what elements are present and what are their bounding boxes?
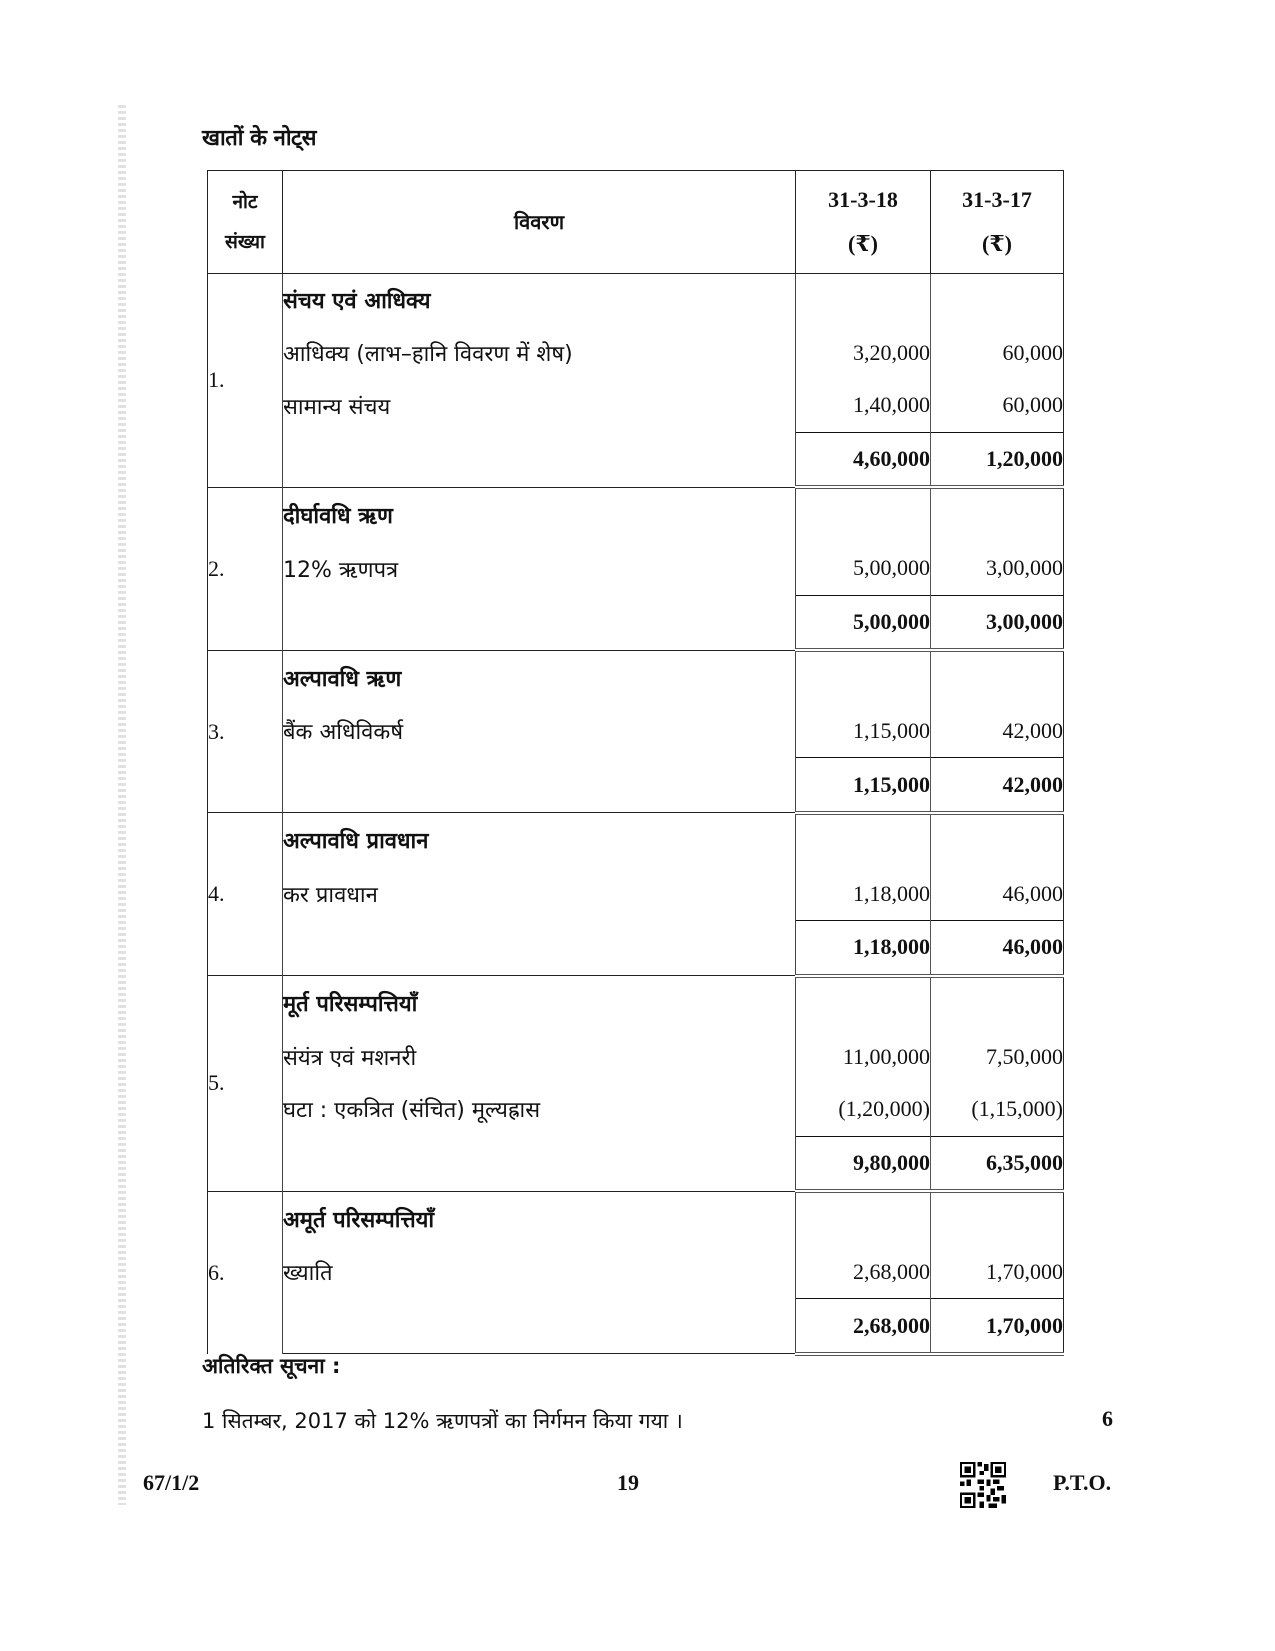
item-label: ख्याति (283, 1246, 796, 1299)
amount-2017: 7,50,000 (931, 1030, 1064, 1083)
section-title: अमूर्त परिसम्पत्तियाँ (283, 1191, 796, 1246)
table-row (208, 379, 1064, 432)
total-row (208, 595, 1064, 650)
amount-2017: 42,000 (931, 705, 1064, 758)
section-title: अल्पावधि प्रावधान (283, 813, 796, 868)
section-title-row (208, 274, 1064, 327)
total-2018: 1,18,000 (796, 921, 931, 976)
qr-code-icon (960, 1462, 1006, 1508)
empty-cell (796, 274, 931, 327)
total-2017: 42,000 (931, 758, 1064, 813)
note-number: 6. (208, 1191, 283, 1354)
header-particulars: विवरण (283, 171, 796, 274)
item-label: कर प्रावधान (283, 868, 796, 921)
table-header-row (208, 171, 1064, 274)
amount-2018: 2,68,000 (796, 1246, 931, 1299)
table-row (208, 542, 1064, 595)
item-label: संयंत्र एवं मशनरी (283, 1030, 796, 1083)
empty-cell (796, 813, 931, 868)
additional-info-text: 1 सितम्बर, 2017 को 12% ऋणपत्रों का निर्गमन किया गया । (202, 1409, 683, 1433)
total-2018: 9,80,000 (796, 1136, 931, 1191)
section-title: दीर्घावधि ऋण (283, 487, 796, 542)
header-2018-unit: (₹) (848, 231, 878, 256)
page-heading: खातों के नोट्स (202, 126, 317, 151)
item-label: 12% ऋणपत्र (283, 542, 796, 595)
item-label: बैंक अधिविकर्ष (283, 705, 796, 758)
note-number: 3. (208, 650, 283, 813)
amount-2017: 60,000 (931, 327, 1064, 380)
section-title: संचय एवं आधिक्य (283, 274, 796, 327)
amount-2017: 1,70,000 (931, 1246, 1064, 1299)
amount-2018: 1,40,000 (796, 379, 931, 432)
table-row (208, 1083, 1064, 1136)
section-title-row (208, 976, 1064, 1031)
empty-cell (283, 595, 796, 650)
header-note-line2: संख्या (225, 231, 265, 253)
table-row (208, 1246, 1064, 1299)
section-title: मूर्त परिसम्पत्तियाँ (283, 976, 796, 1031)
section-title-row (208, 813, 1064, 868)
margin-watermark-strip (118, 105, 126, 1505)
table-row (208, 1030, 1064, 1083)
section-title: अल्पावधि ऋण (283, 650, 796, 705)
note-number: 1. (208, 274, 283, 488)
empty-cell (931, 1191, 1064, 1246)
section-title-row (208, 650, 1064, 705)
section-title-row (208, 1191, 1064, 1246)
table-row (208, 705, 1064, 758)
total-row (208, 1136, 1064, 1191)
empty-cell (931, 274, 1064, 327)
empty-cell (931, 650, 1064, 705)
amount-2017: 3,00,000 (931, 542, 1064, 595)
total-row (208, 758, 1064, 813)
table-row (208, 327, 1064, 380)
total-2017: 3,00,000 (931, 595, 1064, 650)
empty-cell (796, 976, 931, 1031)
header-2017 (931, 171, 1064, 274)
total-2017: 1,70,000 (931, 1299, 1064, 1354)
amount-2018: 11,00,000 (796, 1030, 931, 1083)
header-2017-unit: (₹) (982, 231, 1012, 256)
empty-cell (283, 758, 796, 813)
empty-cell (283, 432, 796, 487)
empty-cell (931, 813, 1064, 868)
table-row (208, 868, 1064, 921)
please-turn-over: P.T.O. (1053, 1470, 1112, 1495)
total-2017: 6,35,000 (931, 1136, 1064, 1191)
item-label: सामान्य संचय (283, 379, 796, 432)
total-row (208, 1299, 1064, 1354)
amount-2017: 46,000 (931, 868, 1064, 921)
header-2017-date: 31-3-17 (962, 187, 1032, 212)
amount-2018: 5,00,000 (796, 542, 931, 595)
empty-cell (283, 1299, 796, 1354)
notes-to-accounts-table (207, 170, 1064, 1356)
amount-2017: (1,15,000) (931, 1083, 1064, 1136)
item-label: आधिक्य (लाभ–हानि विवरण में शेष) (283, 327, 796, 380)
amount-2017: 60,000 (931, 379, 1064, 432)
total-2018: 4,60,000 (796, 432, 931, 487)
total-2017: 46,000 (931, 921, 1064, 976)
empty-cell (931, 487, 1064, 542)
item-label: घटा : एकत्रित (संचित) मूल्यह्रास (283, 1083, 796, 1136)
additional-info-title: अतिरिक्त सूचना : (202, 1354, 341, 1378)
header-note-line1: नोट (232, 191, 258, 213)
total-2018: 5,00,000 (796, 595, 931, 650)
empty-cell (796, 650, 931, 705)
note-number: 5. (208, 976, 283, 1191)
empty-cell (931, 976, 1064, 1031)
question-marks: 6 (1102, 1406, 1113, 1431)
header-2018 (796, 171, 931, 274)
total-row (208, 921, 1064, 976)
page-number: 19 (617, 1470, 639, 1495)
amount-2018: (1,20,000) (796, 1083, 931, 1136)
header-note-number (208, 171, 283, 274)
empty-cell (283, 1136, 796, 1191)
total-2017: 1,20,000 (931, 432, 1064, 487)
header-2018-date: 31-3-18 (828, 187, 898, 212)
amount-2018: 3,20,000 (796, 327, 931, 380)
total-row (208, 432, 1064, 487)
empty-cell (796, 1191, 931, 1246)
paper-code: 67/1/2 (143, 1470, 200, 1495)
total-2018: 2,68,000 (796, 1299, 931, 1354)
empty-cell (796, 487, 931, 542)
note-number: 2. (208, 487, 283, 650)
amount-2018: 1,15,000 (796, 705, 931, 758)
total-2018: 1,15,000 (796, 758, 931, 813)
note-number: 4. (208, 813, 283, 976)
section-title-row (208, 487, 1064, 542)
amount-2018: 1,18,000 (796, 868, 931, 921)
empty-cell (283, 921, 796, 976)
